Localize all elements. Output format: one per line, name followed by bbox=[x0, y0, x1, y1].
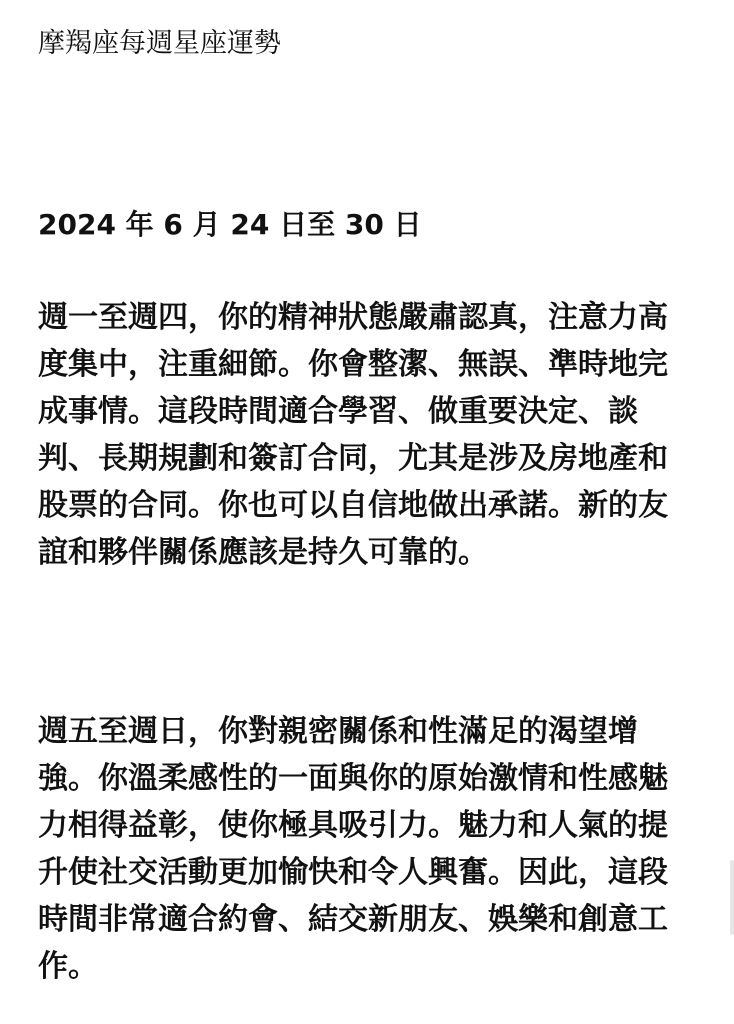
paragraph-line: 作。 bbox=[38, 949, 98, 984]
page-title: 摩羯座每週星座運勢 bbox=[38, 28, 281, 59]
paragraph-line: 週五至週日，你對親密關係和性滿足的渴望增 bbox=[38, 714, 638, 749]
paragraph-line: 時間非常適合約會、結交新朋友、娛樂和創意工 bbox=[38, 902, 668, 937]
paragraph-line: 力相得益彰，使你極具吸引力。魅力和人氣的提 bbox=[38, 808, 668, 843]
paragraph-line: 強。你溫柔感性的一面與你的原始激情和性感魅 bbox=[38, 761, 668, 796]
paragraph-line: 週一至週四，你的精神狀態嚴肅認真，注意力高 bbox=[38, 300, 668, 335]
paragraph-line: 誼和夥伴關係應該是持久可靠的。 bbox=[38, 535, 488, 570]
paragraph-line: 度集中，注重細節。你會整潔、無誤、準時地完 bbox=[38, 347, 668, 382]
date-range: 2024 年 6 月 24 日至 30 日 bbox=[38, 208, 422, 241]
paragraph-line: 成事情。這段時間適合學習、做重要決定、談 bbox=[38, 394, 638, 429]
paragraph-line: 判、長期規劃和簽訂合同，尤其是涉及房地產和 bbox=[38, 441, 668, 476]
paragraph-line: 升使社交活動更加愉快和令人興奮。因此，這段 bbox=[38, 855, 668, 890]
paragraph-weekend bbox=[38, 708, 688, 990]
paragraph-line: 股票的合同。你也可以自信地做出承諾。新的友 bbox=[38, 488, 668, 523]
scrollbar[interactable] bbox=[730, 860, 734, 935]
paragraph-weekdays bbox=[38, 294, 688, 576]
